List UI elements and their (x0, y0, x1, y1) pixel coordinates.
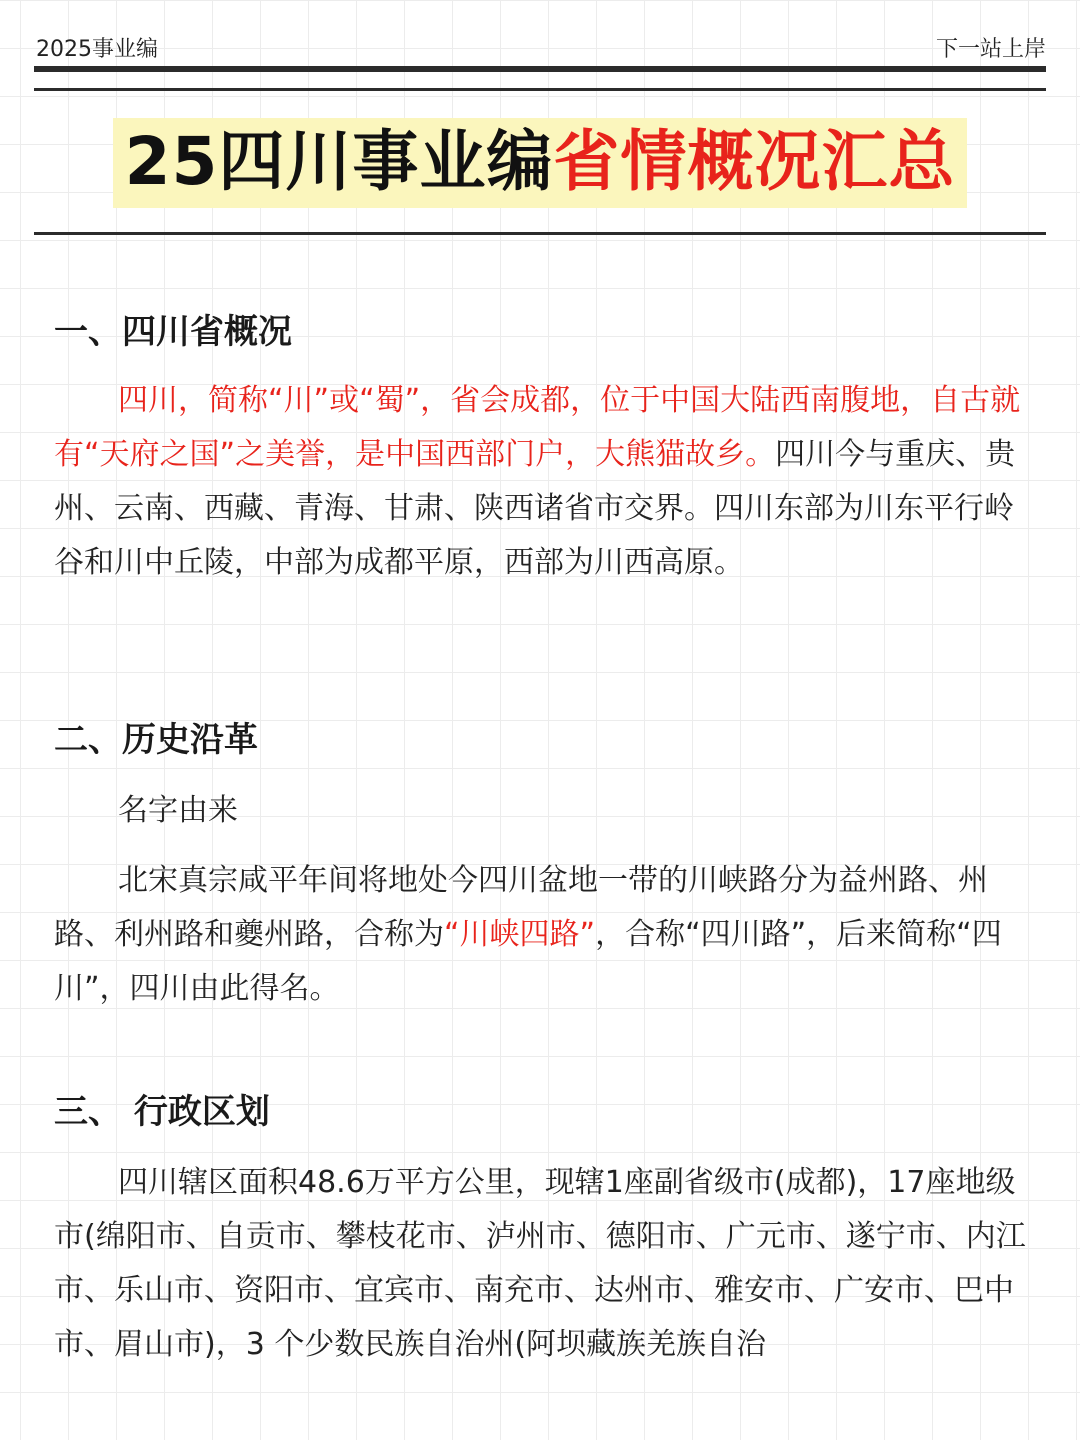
header-slogan: 下一站上岸 (935, 37, 1046, 62)
title-area (0, 118, 1080, 208)
history-text-a: 北宋真宗咸平年间将地处今四川盆地一带的川峡路分为益州路、州路、利州路和夔州路，合称为 (54, 863, 988, 952)
overview-highlight-text: 四川，简称“川”或“蜀”，省会成都，位于中国大陆西南腹地，自古就有“天府之国”之美誉，是中国西部门户，大熊猫故乡。 (54, 383, 1021, 472)
top-thick-divider (34, 66, 1046, 72)
administrative-paragraph: 四川辖区面积48.6万平方公里，现辖1座副省级市(成都)，17座地级市(绵阳市、自贡市、攀枝花市、泸州市、德阳市、广元市、遂宁市、内江市、乐山市、资阳市、宜宾市、南充市、达州市、雅安市、广安市、巴中市、眉山市)，3 个少数民族自治州(阿坝藏族羌族自治 (54, 1165, 1026, 1362)
section-administrative (54, 1092, 1034, 1372)
title-bottom-divider (34, 232, 1046, 235)
header-series-label: 2025事业编 (36, 37, 158, 62)
page-title (113, 118, 968, 208)
history-subheading: 名字由来 (118, 793, 238, 828)
overview-body-text: 四川今与重庆、贵州、云南、西藏、青海、甘肃、陕西诸省市交界。四川东部为川东平行岭谷和川中丘陵，中部为成都平原，西部为川西高原。 (54, 437, 1016, 580)
history-text-b: ，合称“四川路”，后来简称“四川”，四川由此得名。 (54, 917, 1002, 1006)
section-history (54, 720, 1034, 1016)
overview-paragraph (54, 374, 1034, 590)
page-title-black-part: 25四川事业编 (124, 123, 554, 200)
history-paragraph (54, 854, 1034, 1016)
page-title-red-part: 省情概况汇总 (553, 123, 956, 200)
top-thin-divider (34, 88, 1046, 91)
history-highlight-text: “川峡四路” (444, 917, 596, 952)
section-heading-administrative: 三、 行政区划 (54, 1092, 270, 1132)
section-heading-history: 二、历史沿革 (54, 720, 258, 760)
section-heading-overview: 一、四川省概况 (54, 312, 292, 352)
section-overview (54, 312, 1034, 590)
